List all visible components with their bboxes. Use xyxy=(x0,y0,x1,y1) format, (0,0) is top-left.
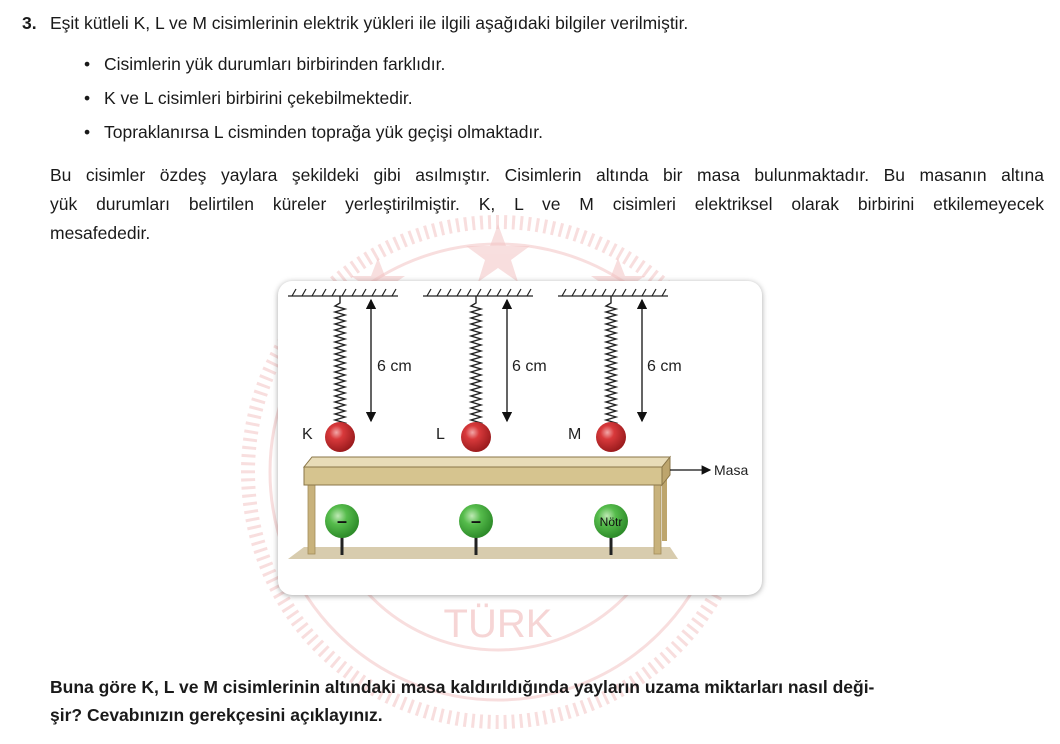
sphere-label-l: – xyxy=(470,511,482,531)
question-intro xyxy=(22,11,688,35)
spring-m xyxy=(606,296,616,431)
floor xyxy=(288,547,678,559)
paragraph-line: yük durumları belirtilen küreler yerleştirilmiştir. K, L ve M cisimleri elektriksel olarak birbirini etkilemeyecek xyxy=(50,194,1044,214)
table-leg xyxy=(308,484,315,554)
length-label-k: 6 cm xyxy=(377,358,412,375)
length-label-m: 6 cm xyxy=(647,358,682,375)
paragraph-line: Bu cisimler özdeş yaylara şekildeki gibi asılmıştır. Cisimlerin altında bir masa bulunmaktadır. Bu masanın altına xyxy=(50,165,1044,185)
spring-figure xyxy=(278,281,762,595)
final-question xyxy=(50,673,1040,729)
table-top-front xyxy=(304,467,662,485)
length-label-l: 6 cm xyxy=(512,358,547,375)
final-question-line: Buna göre K, L ve M cisimlerinin altındaki masa kaldırıldığında yayların uzama miktarları nasıl deği- xyxy=(50,677,875,697)
question-number: 3. xyxy=(22,13,37,33)
object-label-k: K xyxy=(302,426,313,443)
table-label: Masa xyxy=(714,462,749,478)
object-m xyxy=(596,422,626,452)
ceiling-right xyxy=(558,289,668,296)
sphere-label-k: – xyxy=(336,511,348,531)
table-leg xyxy=(662,477,667,541)
sphere-label-m: Nötr xyxy=(599,515,623,529)
setup-paragraph xyxy=(50,161,1044,248)
list-item: • Topraklanırsa L cisminden toprağa yük geçişi olmaktadır. xyxy=(84,122,544,142)
watermark-text: TÜRK xyxy=(443,602,553,646)
list-item: • Cisimlerin yük durumları birbirinden farklıdır. xyxy=(84,54,446,74)
object-k xyxy=(325,422,355,452)
object-label-m: M xyxy=(568,426,582,443)
ceiling-middle xyxy=(423,289,533,296)
paragraph-line: mesafededir. xyxy=(50,223,151,243)
list-item: • K ve L cisimleri birbirini çekebilmektedir. xyxy=(84,88,413,108)
final-question-line: şir? Cevabınızın gerekçesini açıklayınız. xyxy=(50,705,383,725)
object-l xyxy=(461,422,491,452)
table-leg xyxy=(654,484,661,554)
ceiling-left xyxy=(288,289,398,296)
question-intro-text: Eşit kütleli K, L ve M cisimlerinin elektrik yükleri ile ilgili aşağıdaki bilgiler verilmiştir. xyxy=(50,13,689,33)
table-top-face xyxy=(304,457,670,467)
info-list xyxy=(84,52,543,154)
spring-l xyxy=(471,296,481,431)
spring-k xyxy=(335,296,345,431)
object-label-l: L xyxy=(436,426,445,443)
